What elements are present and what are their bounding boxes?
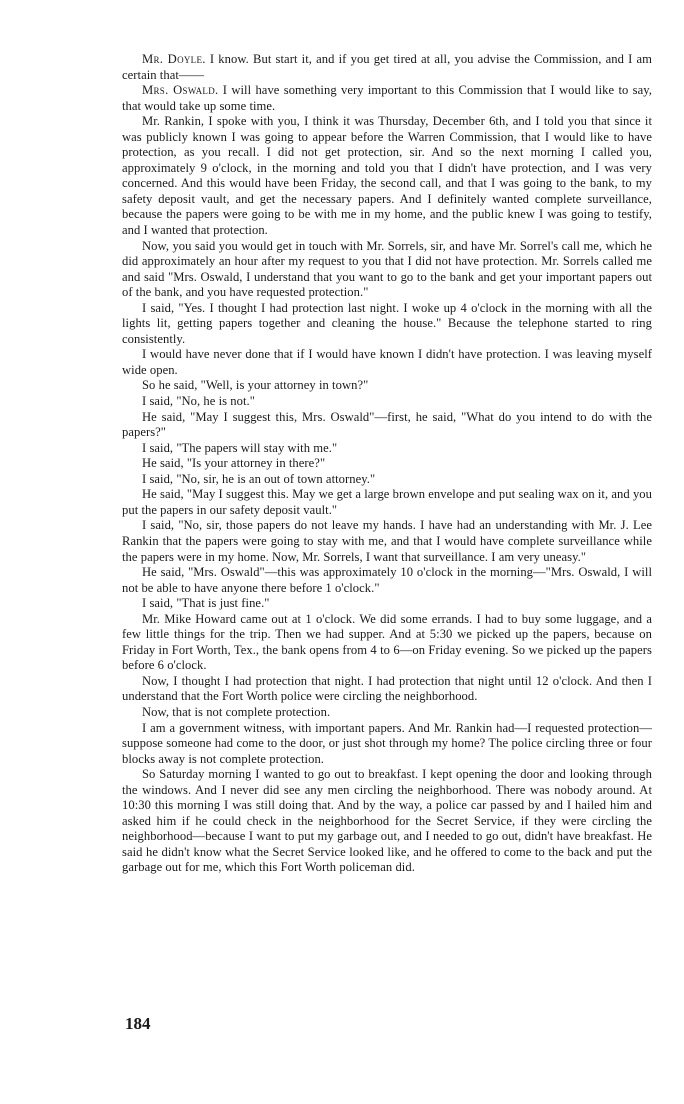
paragraph-text: I said, "No, sir, he is an out of town attorney."	[142, 471, 376, 486]
paragraph	[122, 378, 652, 394]
paragraph-text: I am a government witness, with important papers. And Mr. Rankin had—I requested protection—suppose someone had come to the door, or just shot through my home? The police circling three or four blocks away is not complete protection.	[122, 720, 652, 766]
paragraph	[122, 705, 652, 721]
paragraph-text: He said, "May I suggest this. May we get a large brown envelope and put sealing wax on it, and you put the papers in our safety deposit vault."	[122, 487, 652, 517]
paragraph	[122, 83, 652, 114]
paragraph-text: Mr. Rankin, I spoke with you, I think it was Thursday, December 6th, and I told you that since it was publicly known I was going to appear before the Warren Commission, that I would like to have protection, as you recall. I did not get protection, sir. And so the next morning I called you, approximately 9 o'clock, in the morning and told you that I didn't have protection, and I was very concerned. And this would have been Friday, the second call, and that I was going to the bank, to my safety deposit vault, and get the necessary papers. And I definitely wanted complete surveillance, because the papers were going to be with me in my home, and the public knew I was going to testify, and I wanted that protection.	[122, 114, 652, 238]
paragraph-text: Now, you said you would get in touch with Mr. Sorrels, sir, and have Mr. Sorrel's call me, which he did approximately an hour after my request to you that I did not have protection. Mr. Sorrels called me and said "Mrs. Oswald, I understand that you want to go to the bank and get your important papers out of the bank, and you have requested protection."	[122, 238, 652, 300]
paragraph	[122, 441, 652, 457]
paragraph	[122, 410, 652, 441]
paragraph	[122, 394, 652, 410]
paragraph	[122, 301, 652, 348]
paragraph	[122, 596, 652, 612]
paragraph-text: Now, that is not complete protection.	[142, 704, 331, 719]
paragraph-text: I would have never done that if I would have known I didn't have protection. I was leaving myself wide open.	[122, 347, 652, 377]
paragraph	[122, 347, 652, 378]
paragraph	[122, 239, 652, 301]
paragraph-text: I said, "No, sir, those papers do not leave my hands. I have had an understanding with Mr. J. Lee Rankin that the papers were going to stay with me, and that I would have complete surveillance while the papers were in my home. Now, Mr. Sorrels, I want that surveillance. I am very uneasy."	[122, 518, 652, 564]
paragraph-text: So he said, "Well, is your attorney in town?"	[142, 378, 369, 393]
document-page	[122, 52, 652, 876]
paragraph	[122, 674, 652, 705]
speaker-name: Mrs. Oswald.	[142, 83, 219, 98]
paragraph	[122, 721, 652, 768]
paragraph-text: I will have something very important to this Commission that I would like to say, that would take up some time.	[122, 83, 652, 113]
paragraph-text: I said, "The papers will stay with me."	[142, 440, 338, 455]
speaker-name: Mr. Doyle.	[142, 52, 206, 66]
paragraph	[122, 487, 652, 518]
paragraph	[122, 518, 652, 565]
paragraph-text: Mr. Mike Howard came out at 1 o'clock. We did some errands. I had to buy some luggage, and a few little things for the trip. Then we had supper. And at 5:30 we picked up the papers, because on Friday in Fort Worth, Tex., the bank opens from 4 to 6—on Friday evening. So we picked up the papers before 6 o'clock.	[122, 611, 652, 673]
paragraph-text: I said, "No, he is not."	[142, 394, 255, 409]
paragraph-text: I said, "That is just fine."	[142, 596, 270, 611]
paragraph	[122, 767, 652, 876]
paragraph-text: He said, "May I suggest this, Mrs. Oswald"—first, he said, "What do you intend to do with the papers?"	[122, 409, 652, 440]
paragraph	[122, 114, 652, 238]
paragraph-text: Now, I thought I had protection that night. I had protection that night until 12 o'clock. And then I understand that the Fort Worth police were circling the neighborhood.	[122, 673, 652, 704]
page-number: 184	[125, 1014, 151, 1033]
paragraph	[122, 565, 652, 596]
paragraph	[122, 52, 652, 83]
paragraph-text: So Saturday morning I wanted to go out to breakfast. I kept opening the door and looking through the windows. And I never did see any men circling the neighborhood. There was nobody around. At 10:30 this morning I was still doing that. And by the way, a police car passed by and I hailed him and asked him if he could check in the neighborhood for the Secret Service, if they were circling the neighborhood—because I want to put my garbage out, and I needed to go out, didn't have breakfast. He said he didn't know what the Secret Service looked like, and he offered to come to the back and put the garbage out for me, which this Fort Worth policeman did.	[122, 767, 652, 875]
paragraph	[122, 472, 652, 488]
paragraph-text: He said, "Mrs. Oswald"—this was approximately 10 o'clock in the morning—"Mrs. Oswald, I will not be able to have anyone there before 1 o'clock."	[122, 565, 652, 595]
paragraph-text: I said, "Yes. I thought I had protection last night. I woke up 4 o'clock in the morning with all the lights lit, getting papers together and cleaning the house." Because the telephone started to ring consistently.	[122, 300, 652, 346]
paragraph-text: He said, "Is your attorney in there?"	[142, 456, 326, 471]
paragraph	[122, 456, 652, 472]
document-body	[122, 52, 652, 876]
paragraph-text: I know. But start it, and if you get tired at all, you advise the Commission, and I am certain that——	[122, 52, 652, 82]
paragraph	[122, 612, 652, 674]
